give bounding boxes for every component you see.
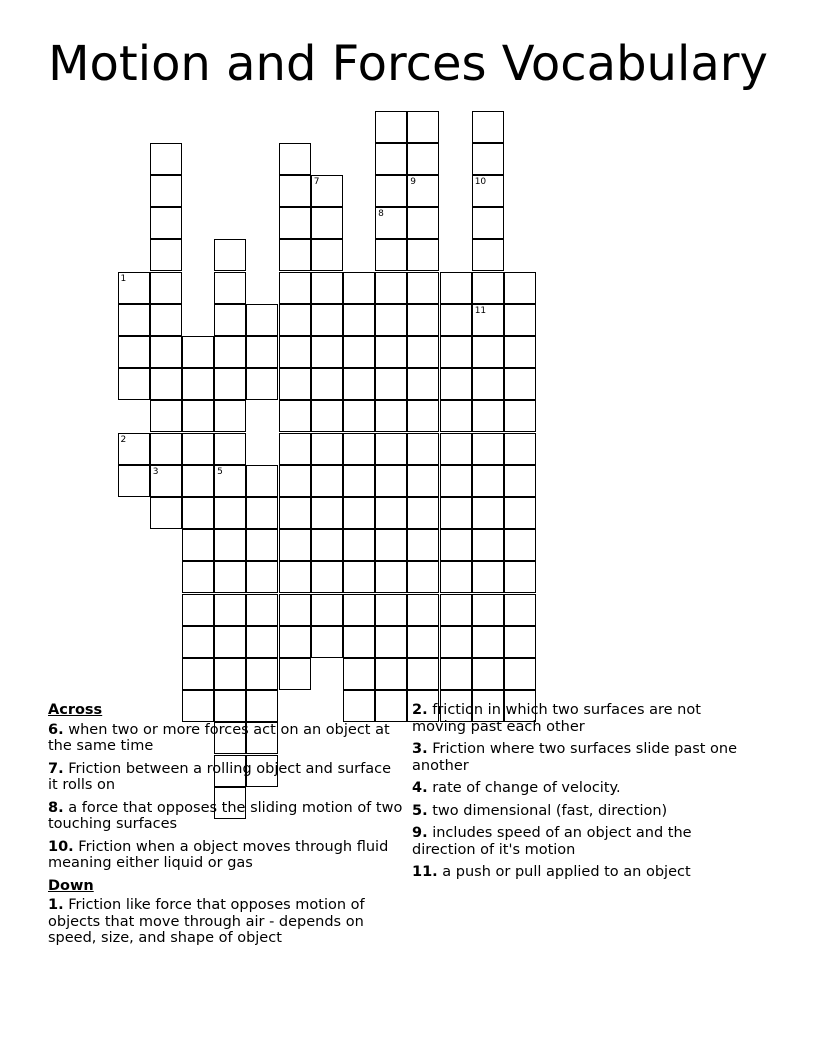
- grid-cell[interactable]: [440, 497, 472, 529]
- clue-number-label: 2: [120, 434, 127, 445]
- clue-number: 5.: [412, 802, 428, 819]
- grid-cell[interactable]: [504, 304, 536, 336]
- grid-cell[interactable]: [472, 368, 504, 400]
- grid-cell[interactable]: [279, 143, 311, 175]
- grid-cell[interactable]: [182, 400, 214, 432]
- grid-cell[interactable]: [375, 336, 407, 368]
- grid-cell[interactable]: [407, 465, 439, 497]
- grid-cell[interactable]: [214, 658, 246, 690]
- grid-cell[interactable]: [118, 465, 150, 497]
- clue-number: 11.: [412, 864, 438, 880]
- grid-cell[interactable]: [150, 304, 182, 336]
- grid-cell[interactable]: [343, 304, 375, 336]
- grid-cell[interactable]: [182, 497, 214, 529]
- grid-cell[interactable]: [279, 207, 311, 239]
- grid-cell[interactable]: [279, 497, 311, 529]
- grid-cell[interactable]: [375, 465, 407, 497]
- grid-cell[interactable]: [440, 368, 472, 400]
- grid-cell[interactable]: [407, 143, 439, 175]
- grid-cell[interactable]: [150, 400, 182, 432]
- grid-cell[interactable]: [279, 561, 311, 593]
- clue-text: includes speed of an object and the direction of it's motion: [412, 825, 692, 858]
- grid-cell[interactable]: [150, 239, 182, 271]
- grid-cell[interactable]: [440, 336, 472, 368]
- grid-cell[interactable]: [375, 400, 407, 432]
- grid-cell[interactable]: [246, 561, 278, 593]
- grid-cell[interactable]: [182, 658, 214, 690]
- grid-cell[interactable]: [375, 239, 407, 271]
- grid-cell[interactable]: [246, 658, 278, 690]
- grid-cell[interactable]: [375, 497, 407, 529]
- grid-cell[interactable]: [407, 239, 439, 271]
- grid-cell[interactable]: [246, 368, 278, 400]
- grid-cell[interactable]: [472, 465, 504, 497]
- grid-cell[interactable]: [279, 626, 311, 658]
- grid-cell[interactable]: [279, 239, 311, 271]
- grid-cell[interactable]: [246, 529, 278, 561]
- grid-cell[interactable]: [311, 336, 343, 368]
- grid-cell[interactable]: [504, 368, 536, 400]
- grid-cell[interactable]: [150, 272, 182, 304]
- grid-cell[interactable]: [407, 529, 439, 561]
- clue-number-label: 8: [378, 209, 384, 220]
- grid-cell[interactable]: [440, 272, 472, 304]
- grid-cell[interactable]: [214, 561, 246, 593]
- grid-cell[interactable]: [279, 529, 311, 561]
- clue-text: a push or pull applied to an object: [442, 864, 691, 880]
- down-clue-4: [412, 780, 742, 797]
- grid-cell[interactable]: [407, 272, 439, 304]
- grid-cell[interactable]: [246, 594, 278, 626]
- grid-cell[interactable]: [440, 529, 472, 561]
- grid-cell[interactable]: [311, 626, 343, 658]
- grid-cell[interactable]: [182, 594, 214, 626]
- grid-cell[interactable]: [214, 626, 246, 658]
- grid-cell[interactable]: [375, 272, 407, 304]
- clue-number: 8.: [48, 799, 64, 816]
- grid-cell[interactable]: [279, 594, 311, 626]
- grid-cell[interactable]: [343, 658, 375, 690]
- grid-cell[interactable]: [440, 594, 472, 626]
- across-clue-6: [48, 722, 403, 755]
- clue-number-label: 3: [152, 466, 159, 477]
- down-clue-11: [412, 864, 742, 881]
- grid-cell[interactable]: [504, 561, 536, 593]
- grid-cell[interactable]: [375, 626, 407, 658]
- clue-number-label: 9: [410, 176, 417, 187]
- clue-number: 10.: [48, 838, 74, 855]
- grid-cell[interactable]: [246, 465, 278, 497]
- grid-cell[interactable]: [214, 272, 246, 304]
- grid-cell[interactable]: [118, 433, 150, 465]
- grid-cell[interactable]: [311, 304, 343, 336]
- grid-cell[interactable]: [375, 561, 407, 593]
- grid-cell[interactable]: [182, 336, 214, 368]
- grid-cell[interactable]: [472, 658, 504, 690]
- grid-cell[interactable]: [504, 400, 536, 432]
- grid-cell[interactable]: [214, 465, 246, 497]
- clues-left-column: [48, 702, 403, 953]
- grid-cell[interactable]: [472, 497, 504, 529]
- grid-cell[interactable]: [279, 336, 311, 368]
- grid-cell[interactable]: [343, 626, 375, 658]
- grid-cell[interactable]: [472, 400, 504, 432]
- grid-cell[interactable]: [472, 272, 504, 304]
- grid-cell[interactable]: [311, 594, 343, 626]
- grid-cell[interactable]: [182, 561, 214, 593]
- grid-cell[interactable]: [311, 561, 343, 593]
- grid-cell[interactable]: [375, 368, 407, 400]
- grid-cell[interactable]: [311, 239, 343, 271]
- grid-cell[interactable]: [343, 272, 375, 304]
- grid-cell[interactable]: [472, 626, 504, 658]
- grid-cell[interactable]: [375, 658, 407, 690]
- across-clue-8: [48, 800, 403, 833]
- grid-cell[interactable]: [472, 239, 504, 271]
- clue-number-label: 11: [474, 305, 487, 316]
- grid-cell[interactable]: [182, 433, 214, 465]
- grid-cell[interactable]: [472, 111, 504, 143]
- grid-cell[interactable]: [504, 594, 536, 626]
- clue-number: 6.: [48, 721, 64, 738]
- grid-cell[interactable]: [279, 400, 311, 432]
- grid-cell[interactable]: [246, 497, 278, 529]
- grid-cell[interactable]: [440, 433, 472, 465]
- grid-cell[interactable]: [407, 400, 439, 432]
- grid-cell[interactable]: [343, 400, 375, 432]
- grid-cell[interactable]: [472, 433, 504, 465]
- grid-cell[interactable]: [214, 336, 246, 368]
- grid-cell[interactable]: [472, 336, 504, 368]
- grid-cell[interactable]: [375, 111, 407, 143]
- grid-cell[interactable]: [375, 594, 407, 626]
- grid-cell[interactable]: [311, 465, 343, 497]
- grid-cell[interactable]: [375, 433, 407, 465]
- grid-cell[interactable]: [504, 626, 536, 658]
- clue-text: friction in which two surfaces are not moving past each other: [412, 702, 701, 735]
- grid-cell[interactable]: [246, 626, 278, 658]
- grid-cell[interactable]: [375, 143, 407, 175]
- grid-cell[interactable]: [407, 626, 439, 658]
- across-clue-10: [48, 839, 403, 872]
- grid-cell[interactable]: [472, 529, 504, 561]
- clue-text: Friction like force that opposes motion of objects that move through air - depends on speed, size, and shape of object: [48, 897, 365, 946]
- clue-text: two dimensional (fast, direction): [432, 802, 668, 819]
- clue-number: 9.: [412, 825, 428, 841]
- grid-cell[interactable]: [150, 368, 182, 400]
- puzzle-title: Motion and Forces Vocabulary: [48, 36, 768, 92]
- grid-cell[interactable]: [343, 529, 375, 561]
- grid-cell[interactable]: [311, 433, 343, 465]
- grid-cell[interactable]: [440, 626, 472, 658]
- clue-number: 2.: [412, 702, 428, 718]
- grid-cell[interactable]: [343, 368, 375, 400]
- grid-cell[interactable]: [407, 433, 439, 465]
- grid-cell[interactable]: [407, 658, 439, 690]
- grid-cell[interactable]: [375, 529, 407, 561]
- grid-cell[interactable]: [279, 465, 311, 497]
- clue-number: 7.: [48, 760, 64, 777]
- grid-cell[interactable]: [504, 433, 536, 465]
- grid-cell[interactable]: [150, 207, 182, 239]
- grid-cell[interactable]: [343, 465, 375, 497]
- grid-cell[interactable]: [246, 304, 278, 336]
- clues-right-column: [412, 702, 742, 887]
- clue-number-label: 5: [217, 466, 223, 477]
- grid-cell[interactable]: [118, 272, 150, 304]
- grid-cell[interactable]: [440, 658, 472, 690]
- grid-cell[interactable]: [182, 529, 214, 561]
- grid-cell[interactable]: [472, 561, 504, 593]
- grid-cell[interactable]: [150, 336, 182, 368]
- grid-cell[interactable]: [279, 272, 311, 304]
- clue-number: 3.: [412, 741, 428, 757]
- grid-cell[interactable]: [407, 111, 439, 143]
- clue-text: when two or more forces act on an object at the same time: [48, 721, 390, 754]
- grid-cell[interactable]: [214, 433, 246, 465]
- clue-number: 1.: [48, 897, 64, 913]
- grid-cell[interactable]: [440, 400, 472, 432]
- grid-cell[interactable]: [311, 368, 343, 400]
- grid-cell[interactable]: [118, 336, 150, 368]
- grid-cell[interactable]: [118, 304, 150, 336]
- grid-cell[interactable]: [214, 239, 246, 271]
- grid-cell[interactable]: [504, 465, 536, 497]
- clue-number-label: 10: [474, 176, 487, 187]
- grid-cell[interactable]: [150, 497, 182, 529]
- grid-cell[interactable]: [407, 594, 439, 626]
- grid-cell[interactable]: [118, 368, 150, 400]
- grid-cell[interactable]: [504, 658, 536, 690]
- grid-cell[interactable]: [279, 368, 311, 400]
- grid-cell[interactable]: [375, 207, 407, 239]
- grid-cell[interactable]: [407, 175, 439, 207]
- grid-cell[interactable]: [375, 175, 407, 207]
- grid-cell[interactable]: [311, 497, 343, 529]
- grid-cell[interactable]: [504, 529, 536, 561]
- grid-cell[interactable]: [311, 207, 343, 239]
- grid-cell[interactable]: [311, 400, 343, 432]
- grid-cell[interactable]: [504, 497, 536, 529]
- clue-text: Friction between a rolling object and surface it rolls on: [48, 760, 392, 793]
- grid-cell[interactable]: [182, 368, 214, 400]
- grid-cell[interactable]: [343, 336, 375, 368]
- clue-text: Friction where two surfaces slide past one another: [412, 741, 738, 774]
- grid-cell[interactable]: [311, 272, 343, 304]
- clue-text: a force that opposes the sliding motion of two touching surfaces: [48, 799, 403, 832]
- grid-cell[interactable]: [407, 368, 439, 400]
- grid-cell[interactable]: [311, 175, 343, 207]
- grid-cell[interactable]: [214, 368, 246, 400]
- across-clue-7: [48, 761, 403, 794]
- clue-text: Friction when a object moves through fluid meaning either liquid or gas: [48, 838, 389, 871]
- grid-cell[interactable]: [504, 272, 536, 304]
- grid-cell[interactable]: [343, 433, 375, 465]
- grid-cell[interactable]: [472, 143, 504, 175]
- grid-cell[interactable]: [214, 304, 246, 336]
- grid-cell[interactable]: [279, 304, 311, 336]
- grid-cell[interactable]: [472, 594, 504, 626]
- down-heading: Down: [48, 877, 94, 894]
- grid-cell[interactable]: [343, 594, 375, 626]
- grid-cell[interactable]: [440, 304, 472, 336]
- grid-cell[interactable]: [407, 304, 439, 336]
- down-clue-9: [412, 825, 742, 858]
- grid-cell[interactable]: [407, 336, 439, 368]
- clue-number: 4.: [412, 780, 428, 796]
- grid-cell[interactable]: [150, 433, 182, 465]
- grid-cell[interactable]: [407, 497, 439, 529]
- clue-number-label: 1: [120, 273, 127, 284]
- grid-cell[interactable]: [504, 336, 536, 368]
- grid-cell[interactable]: [279, 658, 311, 690]
- grid-cell[interactable]: [343, 497, 375, 529]
- down-clue-1: [48, 897, 403, 947]
- down-clue-3: [412, 741, 742, 774]
- clue-text: rate of change of velocity.: [432, 780, 621, 796]
- grid-cell[interactable]: [150, 465, 182, 497]
- grid-cell[interactable]: [311, 529, 343, 561]
- grid-cell[interactable]: [407, 561, 439, 593]
- grid-cell[interactable]: [246, 336, 278, 368]
- grid-cell[interactable]: [440, 465, 472, 497]
- grid-cell[interactable]: [150, 143, 182, 175]
- grid-cell[interactable]: [214, 529, 246, 561]
- grid-cell[interactable]: [472, 175, 504, 207]
- grid-cell[interactable]: [150, 175, 182, 207]
- across-heading: Across: [48, 702, 103, 718]
- grid-cell[interactable]: [440, 561, 472, 593]
- grid-cell[interactable]: [182, 465, 214, 497]
- grid-cell[interactable]: [214, 497, 246, 529]
- grid-cell[interactable]: [375, 304, 407, 336]
- grid-cell[interactable]: [214, 594, 246, 626]
- grid-cell[interactable]: [182, 626, 214, 658]
- grid-cell[interactable]: [343, 561, 375, 593]
- grid-cell[interactable]: [279, 175, 311, 207]
- clue-number-label: 7: [313, 176, 320, 187]
- down-clue-2: [412, 702, 742, 735]
- grid-cell[interactable]: [279, 433, 311, 465]
- grid-cell[interactable]: [407, 207, 439, 239]
- grid-cell[interactable]: [472, 304, 504, 336]
- grid-cell[interactable]: [214, 400, 246, 432]
- grid-cell[interactable]: [472, 207, 504, 239]
- down-clue-5: [412, 803, 742, 820]
